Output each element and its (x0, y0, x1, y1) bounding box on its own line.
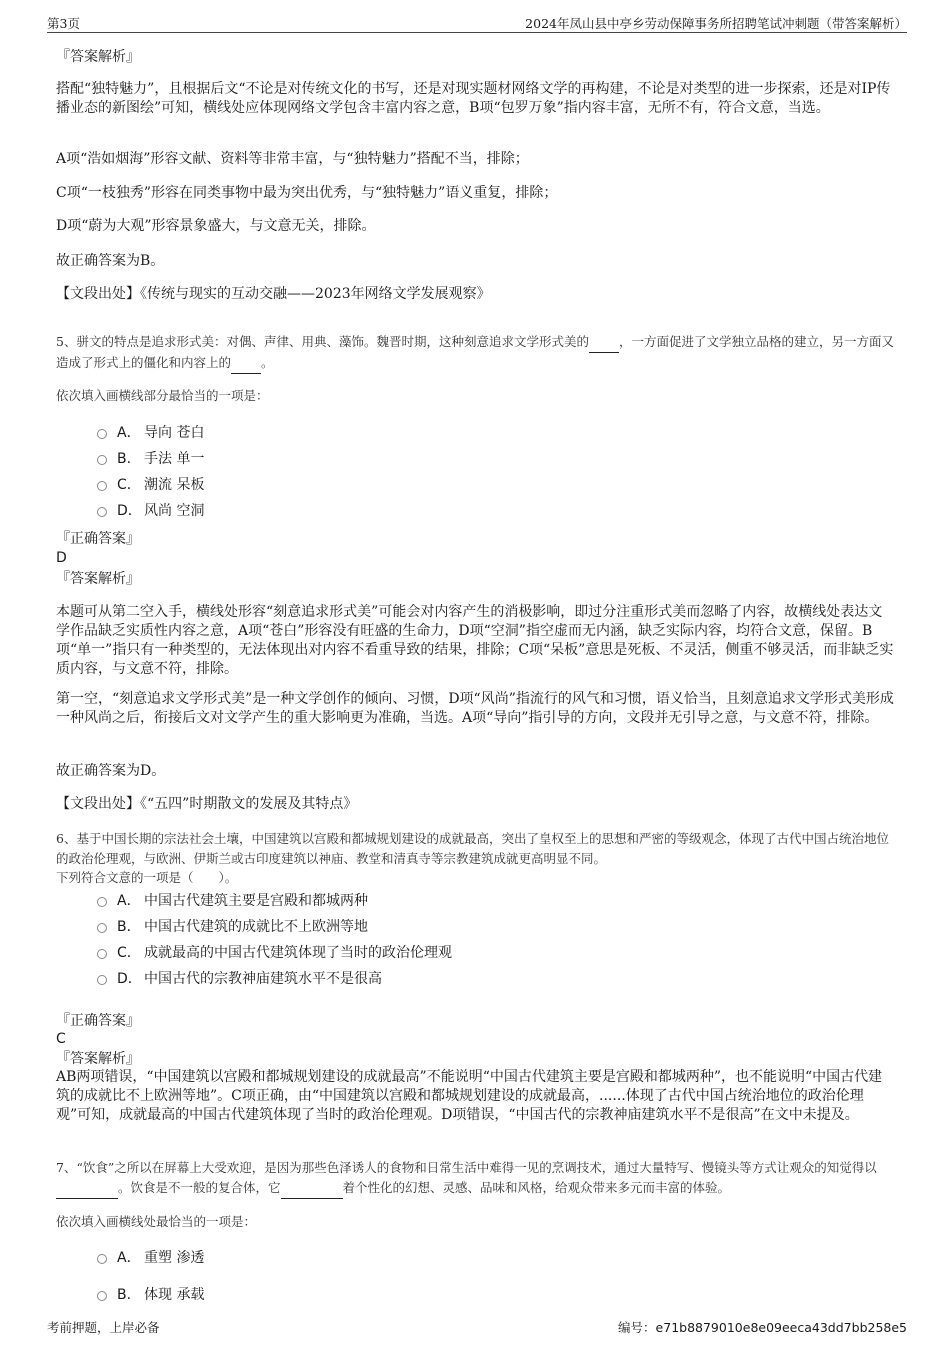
q7-stem-part1: 7、“饮食”之所以在屏幕上大受欢迎，是因为那些色泽诱人的食物和日常生活中难得一见的烹调技术，通过大量特写、慢镜头等方式让观众的知觉得以 (56, 1160, 877, 1175)
radio-icon[interactable] (97, 429, 107, 439)
q5-stem-part1: 5、骈文的特点是追求形式美：对偶、声律、用典、藻饰。魏晋时期，这种刻意追求文学形式美的 (56, 334, 589, 349)
q7-stem-part2: 。饮食是不一般的复合体，它 (118, 1180, 281, 1195)
q6-prompt: 下列符合文意的一项是（ ）。 (56, 870, 238, 885)
q5-conclusion: 故正确答案为D。 (56, 763, 166, 779)
option-text: 重塑 渗透 (144, 1250, 205, 1266)
q6-answer-label: 『正确答案』 (56, 1013, 140, 1029)
option-text: 手法 单一 (144, 451, 205, 467)
radio-icon[interactable] (97, 1254, 107, 1264)
q6-stem: 6、基于中国长期的宗法社会土壤，中国建筑以宫殿和都城规划建设的成就最高，突出了皇权至上的思想和严密的等级观念，体现了古代中国占统治地位的政治伦理观，与欧洲、伊斯兰或古印度建筑以神庙、教堂和清真寺等宗教建筑成就更高明显不同。 (56, 831, 889, 866)
q5-stem (56, 332, 896, 374)
q6-answer: C (56, 1031, 66, 1047)
document-title: 2024年凤山县中亭乡劳动保障事务所招聘笔试冲刺题（带答案解析） (525, 16, 907, 31)
radio-icon[interactable] (97, 897, 107, 907)
q5-blank-2 (231, 353, 261, 374)
radio-icon[interactable] (97, 455, 107, 465)
option-letter: B. (117, 1287, 132, 1303)
q6-option-c[interactable] (97, 944, 452, 963)
q4-analysis-p3: C项“一枝独秀”形容在同类事物中最为突出优秀，与“独特魅力”语义重复，排除； (56, 185, 558, 201)
q6-analysis-label: 『答案解析』 (56, 1051, 140, 1067)
q6-option-b[interactable] (97, 918, 368, 937)
footer-slogan: 考前押题，上岸必备 (47, 1320, 160, 1335)
q5-answer: D (56, 550, 67, 566)
q7-blank-1 (56, 1178, 118, 1199)
q5-prompt: 依次填入画横线部分最恰当的一项是： (56, 388, 269, 403)
radio-icon[interactable] (97, 975, 107, 985)
option-letter: A． (117, 425, 141, 441)
q5-analysis-label: 『答案解析』 (56, 571, 140, 587)
q5-analysis-p1: 本题可从第二空入手，横线处形容“刻意追求形式美”可能会对内容产生的消极影响，即过分注重形式美而忽略了内容，故横线处表达文学作品缺乏实质性内容之意，A项“苍白”形容没有旺盛的生命力，D项“空洞”指空虚而无内涵，缺乏实际内容，均符合文意，保留。B项“单一”指只有一种类型的，无法体现出对内容不看重导致的结果，排除；C项“呆板”意思是死板、不灵活，侧重不够灵活，而非缺乏实质内容，与文意不符，排除。 (56, 604, 894, 677)
q6-option-a[interactable] (97, 892, 368, 911)
radio-icon[interactable] (97, 923, 107, 933)
option-letter: C． (117, 477, 141, 493)
option-letter: A． (117, 893, 141, 909)
q4-analysis-p2: A项“浩如烟海”形容文献、资料等非常丰富，与“独特魅力”搭配不当，排除； (56, 151, 529, 167)
q4-analysis-p4: D项“蔚为大观”形容景象盛大，与文意无关，排除。 (56, 218, 376, 234)
q6-option-d[interactable] (97, 970, 382, 989)
q7-option-a[interactable] (97, 1249, 204, 1268)
q7-blank-2 (281, 1178, 343, 1199)
option-text: 导向 苍白 (144, 425, 205, 441)
option-letter: C． (117, 945, 141, 961)
option-letter: B． (117, 919, 141, 935)
radio-icon[interactable] (97, 481, 107, 491)
radio-icon[interactable] (97, 1291, 107, 1301)
q5-option-b[interactable] (97, 450, 204, 469)
q5-stem-part2: ，一方面促进了文学独立品格的建立，另一方面又造成了形式上的僵化和内容上的 (56, 334, 894, 370)
q5-option-c[interactable] (97, 476, 204, 495)
q7-stem (56, 1158, 896, 1199)
option-letter: D． (117, 503, 142, 519)
radio-icon[interactable] (97, 507, 107, 517)
option-text: 中国古代建筑的成就比不上欧洲等地 (144, 919, 368, 935)
radio-icon[interactable] (97, 949, 107, 959)
q5-source: 【文段出处】《“五四”时期散文的发展及其特点》 (56, 796, 358, 812)
q5-option-d[interactable] (97, 502, 204, 521)
q4-analysis-label: 『答案解析』 (56, 49, 140, 65)
q5-stem-part3: 。 (261, 355, 274, 370)
q7-stem-part3: 着个性化的幻想、灵感、品味和风格，给观众带来多元而丰富的体验。 (342, 1180, 731, 1195)
q7-option-b[interactable] (97, 1286, 204, 1305)
option-text: 成就最高的中国古代建筑体现了当时的政治伦理观 (144, 945, 452, 961)
option-letter: D． (117, 971, 142, 987)
option-text: 体现 承载 (144, 1287, 205, 1303)
code-label: 编号： (618, 1320, 656, 1335)
q7-prompt: 依次填入画横线处最恰当的一项是： (56, 1214, 257, 1229)
option-text: 风尚 空洞 (144, 503, 205, 519)
q4-source: 【文段出处】《传统与现实的互动交融——2023年网络文学发展观察》 (56, 286, 491, 302)
q4-analysis-p1: 搭配“独特魅力”，且根据后文“不论是对传统文化的书写，还是对现实题材网络文学的再构建，不论是对类型的进一步探索，还是对IP传播业态的新图绘”可知，横线处应体现网络文学包含丰富内容之意，B项“包罗万象”指内容丰富，无所不有，符合文意，当选。 (56, 81, 891, 116)
option-text: 中国古代建筑主要是宫殿和都城两种 (144, 893, 368, 909)
page-footer (47, 1318, 907, 1336)
option-text: 潮流 呆板 (144, 477, 205, 493)
q5-analysis-p2: 第一空，“刻意追求文学形式美”是一种文学创作的倾向、习惯，D项“风尚”指流行的风气和习惯，语义恰当，且刻意追求文学形式美形成一种风尚之后，衔接后文对文学产生的重大影响更为准确，当选。A项“导向”指引导的方向，文段并无引导之意，与文意不符，排除。 (56, 691, 894, 726)
q5-blank-1 (589, 332, 619, 353)
code-value: e71b8879010e8e09eeca43dd7bb258e5 (655, 1320, 907, 1335)
option-text: 中国古代的宗教神庙建筑水平不是很高 (144, 971, 382, 987)
page-header (47, 12, 907, 33)
q4-conclusion: 故正确答案为B。 (56, 253, 165, 269)
q6-analysis: AB两项错误，“中国建筑以宫殿和都城规划建设的成就最高”不能说明“中国古代建筑主要是宫殿和都城两种”，也不能说明“中国古代建筑的成就比不上欧洲等地”。C项正确，由“中国建筑以宫殿和都城规划建设的成就最高，......体现了古代中国占统治地位的政治伦理观”可知，成就最高的中国古代建筑体现了当时的政治伦理观。D项错误，“中国古代的宗教神庙建筑水平不是很高”在文中未提及。 (56, 1069, 883, 1123)
page-number: 第3页 (47, 16, 80, 31)
q5-option-a[interactable] (97, 424, 204, 443)
option-letter: B. (117, 451, 132, 467)
document-code (618, 1318, 907, 1336)
q5-answer-label: 『正确答案』 (56, 531, 140, 547)
option-letter: A． (117, 1250, 141, 1266)
